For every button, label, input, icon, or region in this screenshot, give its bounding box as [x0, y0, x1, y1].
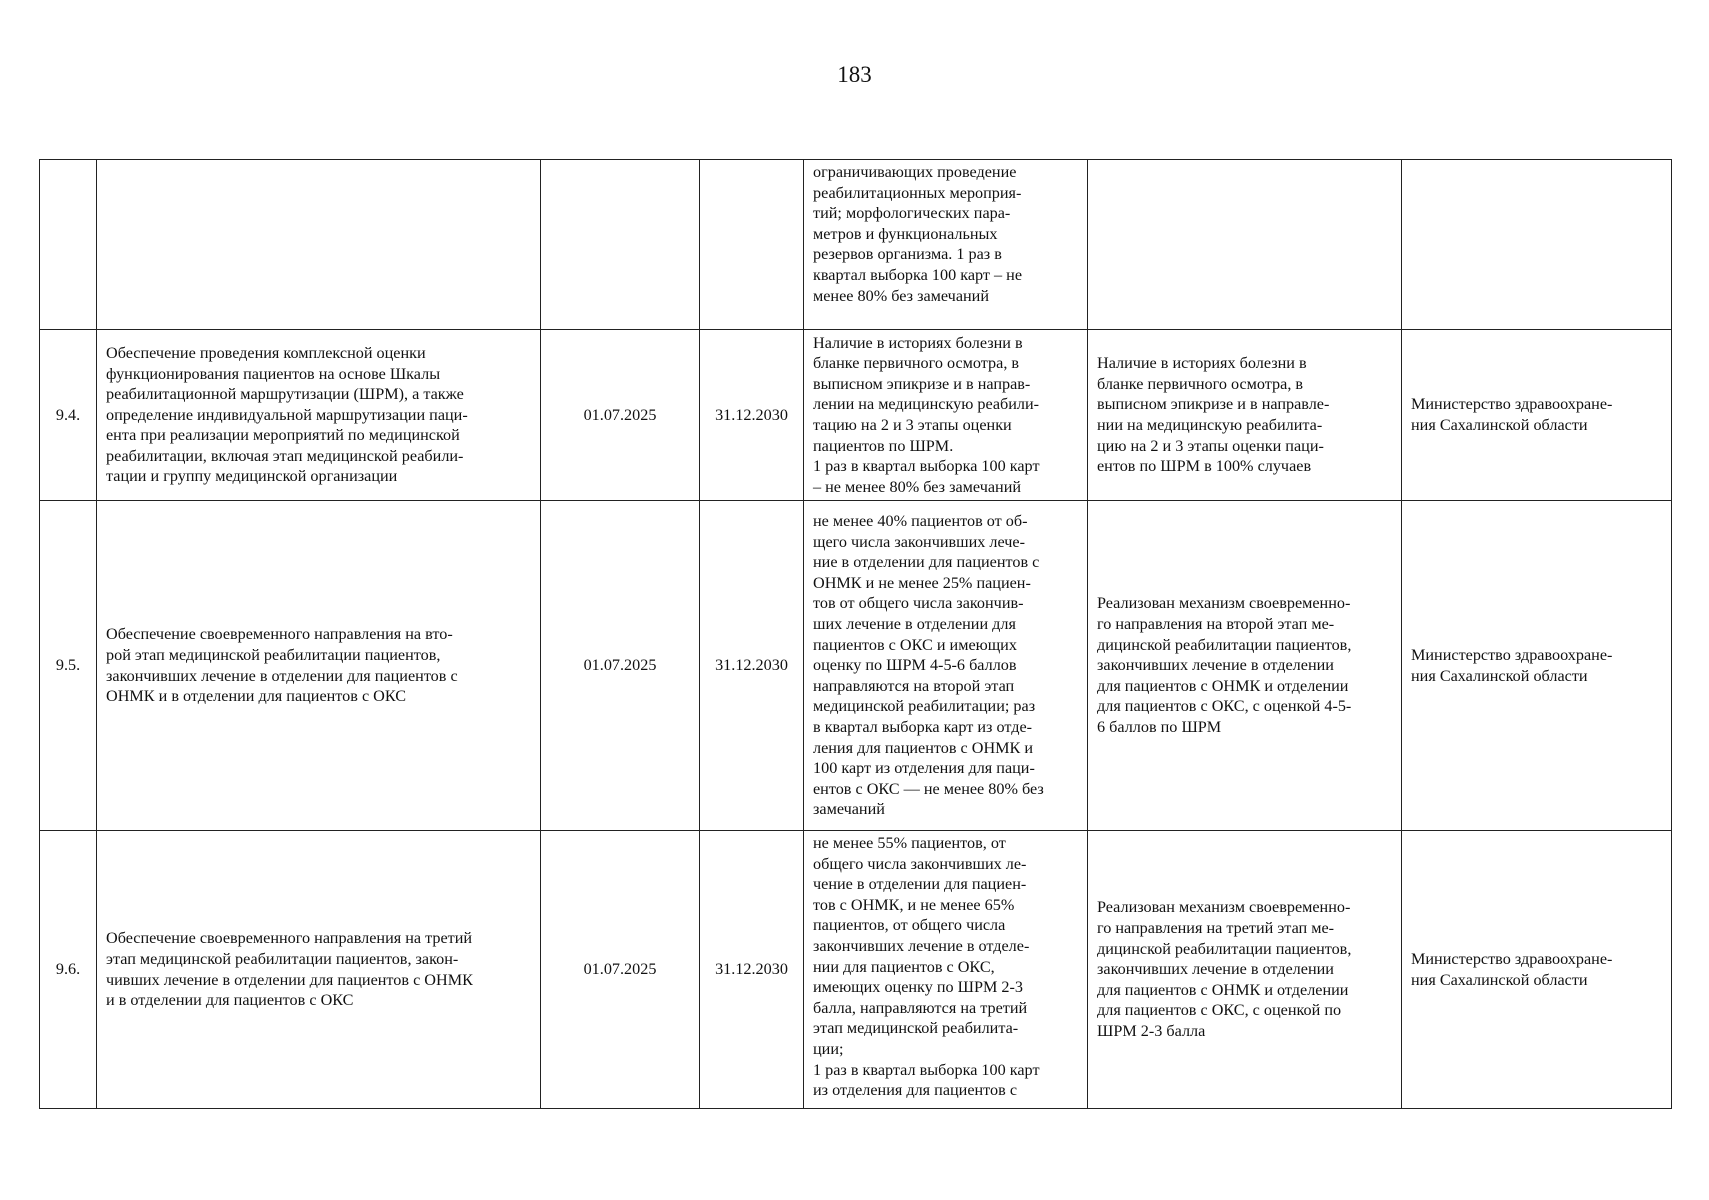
measure-description-line: этап медицинской реабилитации пациентов, закон-	[106, 949, 459, 968]
measure-description-cell	[97, 831, 541, 1109]
expected-result-line: го направления на третий этап ме-	[1097, 919, 1335, 938]
measure-description	[106, 343, 531, 487]
table-body	[40, 160, 1672, 1109]
performance-criteria-line: 1 раз в квартал выборка 100 карт	[813, 1060, 1040, 1079]
performance-criteria-line: закончивших лечение в отделе-	[813, 936, 1030, 955]
performance-criteria-line: тов от общего числа закончив-	[813, 594, 1024, 613]
measure-description-cell	[97, 160, 541, 330]
performance-criteria-line: оценку по ШРМ 4-5-6 баллов	[813, 656, 1017, 675]
expected-result-cell	[1088, 160, 1402, 330]
performance-criteria-line: общего числа закончивших ле-	[813, 854, 1027, 873]
performance-criteria-line: ограничивающих проведение	[813, 163, 1017, 181]
expected-result-line: ентов по ШРМ в 100% случаев	[1097, 457, 1312, 476]
performance-criteria-line: имеющих оценку по ШРМ 2-3	[813, 978, 1023, 997]
expected-result	[1097, 353, 1392, 477]
expected-result-line: для пациентов с ОНМК и отделении	[1097, 676, 1349, 695]
responsible-executor-line: ния Сахалинской области	[1411, 416, 1588, 434]
start-date: 01.07.2025	[583, 960, 657, 979]
performance-criteria-cell	[804, 501, 1088, 831]
performance-criteria-line: ентов с ОКС — не менее 80% без	[813, 779, 1044, 798]
measure-description-line: реабилитационной маршрутизации (ШРМ), а также	[106, 385, 464, 404]
page-number: 183	[837, 62, 872, 87]
performance-criteria-line: метров и функциональных	[813, 224, 998, 243]
performance-criteria-line: пациентов с ОКС и имеющих	[813, 635, 1017, 654]
expected-result-line: закончивших лечение в отделении	[1097, 960, 1334, 979]
performance-criteria-line: нии для пациентов с ОКС,	[813, 957, 995, 976]
performance-criteria-line: ние в отделении для пациентов с	[813, 553, 1040, 572]
performance-criteria-line: Наличие в историях болезни в	[813, 333, 1023, 352]
performance-criteria	[813, 833, 1078, 1101]
end-date-cell	[700, 831, 804, 1109]
responsible-executor-line: ния Сахалинской области	[1411, 970, 1588, 989]
performance-criteria-line: выписном эпикризе и в направ-	[813, 374, 1031, 393]
expected-result-cell	[1088, 501, 1402, 831]
performance-criteria-line: тацию на 2 и 3 этапы оценки	[813, 416, 1012, 434]
expected-result-line: Наличие в историях болезни в	[1097, 354, 1307, 373]
responsible-executor-line: ния Сахалинской области	[1411, 666, 1588, 685]
end-date: 31.12.2030	[715, 656, 788, 675]
performance-criteria-line: замечаний	[813, 800, 885, 819]
measure-description-line: функционирования пациентов на основе Шкалы	[106, 364, 441, 383]
row-number-cell	[40, 160, 97, 330]
measure-description-cell	[97, 330, 541, 501]
start-date: 01.07.2025	[583, 405, 657, 424]
performance-criteria	[813, 333, 1078, 498]
end-date-cell	[700, 330, 804, 501]
performance-criteria-line: не менее 55% пациентов, от	[813, 834, 1006, 852]
expected-result-line: цию на 2 и 3 этапы оценки паци-	[1097, 436, 1324, 455]
measure-description-line: определение индивидуальной маршрутизации паци-	[106, 405, 468, 424]
responsible-executor	[1411, 645, 1662, 686]
row-number: 9.4.	[55, 405, 81, 424]
performance-criteria-line: квартал выборка 100 карт – не	[813, 265, 1022, 284]
expected-result-line: ШРМ 2-3 балла	[1097, 1021, 1206, 1040]
expected-result-cell	[1088, 330, 1402, 501]
performance-criteria-cell	[804, 160, 1088, 330]
performance-criteria-cell	[804, 330, 1088, 501]
expected-result-cell	[1088, 831, 1402, 1109]
measure-description-line: и в отделении для пациентов с ОКС	[106, 991, 354, 1010]
responsible-executor-line: Министерство здравоохране-	[1411, 645, 1613, 664]
performance-criteria	[813, 162, 1078, 306]
expected-result-line: нии на медицинскую реабилита-	[1097, 416, 1323, 434]
performance-criteria-line: щего числа закончивших лече-	[813, 532, 1025, 551]
start-date-cell	[541, 831, 700, 1109]
responsible-executor-cell	[1402, 831, 1672, 1109]
performance-criteria-line: этап медицинской реабилита-	[813, 1019, 1019, 1038]
measure-description	[106, 928, 531, 1010]
start-date: 01.07.2025	[583, 656, 657, 675]
expected-result-line: дицинской реабилитации пациентов,	[1097, 635, 1352, 654]
performance-criteria-line: менее 80% без замечаний	[813, 286, 989, 305]
performance-criteria-line: медицинской реабилитации; раз	[813, 697, 1036, 716]
performance-criteria-cell	[804, 831, 1088, 1109]
measure-description-line: рой этап медицинской реабилитации пациентов,	[106, 645, 441, 664]
measure-description-line: Обеспечение проведения комплексной оценки	[106, 343, 426, 362]
table-row	[40, 831, 1672, 1109]
expected-result-line: 6 баллов по ШРМ	[1097, 717, 1222, 736]
performance-criteria-line: 100 карт из отделения для паци-	[813, 759, 1035, 778]
performance-criteria-line: чение в отделении для пациен-	[813, 875, 1027, 894]
performance-criteria-line: пациентов по ШРМ.	[813, 436, 954, 455]
performance-criteria	[813, 511, 1078, 820]
performance-criteria-line: пациентов, от общего числа	[813, 916, 1006, 935]
end-date: 31.12.2030	[715, 405, 788, 424]
expected-result-line: бланке первичного осмотра, в	[1097, 374, 1304, 393]
table-row	[40, 160, 1672, 330]
performance-criteria-line: направляются на второй этап	[813, 676, 1015, 695]
performance-criteria-line: ОНМК и не менее 25% пациен-	[813, 573, 1031, 592]
performance-criteria-line: бланке первичного осмотра, в	[813, 354, 1020, 373]
responsible-executor	[1411, 394, 1662, 435]
expected-result-line: выписном эпикризе и в направле-	[1097, 395, 1330, 414]
row-number: 9.6.	[55, 960, 81, 979]
performance-criteria-line: балла, направляются на третий	[813, 998, 1028, 1017]
expected-result-line: Реализован механизм своевременно-	[1097, 898, 1351, 917]
expected-result-line: закончивших лечение в отделении	[1097, 656, 1334, 675]
performance-criteria-line: лении на медицинскую реабили-	[813, 395, 1040, 414]
performance-criteria-line: тов с ОНМК, и не менее 65%	[813, 895, 1015, 914]
end-date: 31.12.2030	[715, 960, 788, 979]
performance-criteria-line: не менее 40% пациентов от об-	[813, 512, 1028, 531]
expected-result-line: Реализован механизм своевременно-	[1097, 594, 1351, 613]
performance-criteria-line: 1 раз в квартал выборка 100 карт	[813, 457, 1040, 476]
measures-table	[39, 159, 1672, 1109]
start-date-cell	[541, 501, 700, 831]
row-number-cell	[40, 501, 97, 831]
start-date-cell	[541, 160, 700, 330]
end-date-cell	[700, 160, 804, 330]
expected-result	[1097, 593, 1392, 737]
performance-criteria-line: резервов организма. 1 раз в	[813, 245, 1002, 264]
table-row	[40, 501, 1672, 831]
measure-description-line: Обеспечение своевременного направления на третий	[106, 929, 473, 948]
measure-description-line: реабилитации, включая этап медицинской реабили-	[106, 446, 464, 465]
measure-description-line: чивших лечение в отделении для пациентов с ОНМК	[106, 970, 473, 989]
expected-result-line: для пациентов с ОКС, с оценкой 4-5-	[1097, 697, 1352, 716]
expected-result-line: для пациентов с ОКС, с оценкой по	[1097, 1001, 1342, 1020]
performance-criteria-line: ции;	[813, 1039, 844, 1058]
performance-criteria-line: – не менее 80% без замечаний	[813, 477, 1022, 496]
performance-criteria-line: ших лечение в отделении для	[813, 615, 1016, 634]
row-number: 9.5.	[55, 656, 81, 675]
measure-description-cell	[97, 501, 541, 831]
responsible-executor-line: Министерство здравоохране-	[1411, 395, 1613, 414]
expected-result-line: для пациентов с ОНМК и отделении	[1097, 980, 1349, 999]
measure-description	[106, 624, 531, 706]
performance-criteria-line: тий; морфологических пара-	[813, 204, 1011, 223]
measure-description-line: ента при реализации мероприятий по медицинской	[106, 426, 460, 445]
end-date-cell	[700, 501, 804, 831]
performance-criteria-line: в квартал выборка карт из отде-	[813, 717, 1033, 736]
start-date-cell	[541, 330, 700, 501]
performance-criteria-line: из отделения для пациентов с	[813, 1081, 1018, 1100]
responsible-executor	[1411, 949, 1662, 990]
responsible-executor-cell	[1402, 160, 1672, 330]
measure-description-line: тации и группу медицинской организации	[106, 467, 398, 486]
responsible-executor-cell	[1402, 330, 1672, 501]
table-row	[40, 330, 1672, 501]
row-number-cell	[40, 831, 97, 1109]
expected-result-line: го направления на второй этап ме-	[1097, 615, 1335, 634]
measure-description-line: закончивших лечение в отделении для пациентов с	[106, 666, 458, 685]
performance-criteria-line: реабилитационных мероприя-	[813, 183, 1022, 202]
measure-description-line: ОНМК и в отделении для пациентов с ОКС	[106, 687, 407, 706]
measure-description-line: Обеспечение своевременного направления на вто-	[106, 625, 453, 644]
expected-result	[1097, 897, 1392, 1041]
performance-criteria-line: ления для пациентов с ОНМК и	[813, 738, 1034, 757]
expected-result-line: дицинской реабилитации пациентов,	[1097, 939, 1352, 958]
responsible-executor-cell	[1402, 501, 1672, 831]
responsible-executor-line: Министерство здравоохране-	[1411, 949, 1613, 968]
row-number-cell	[40, 330, 97, 501]
